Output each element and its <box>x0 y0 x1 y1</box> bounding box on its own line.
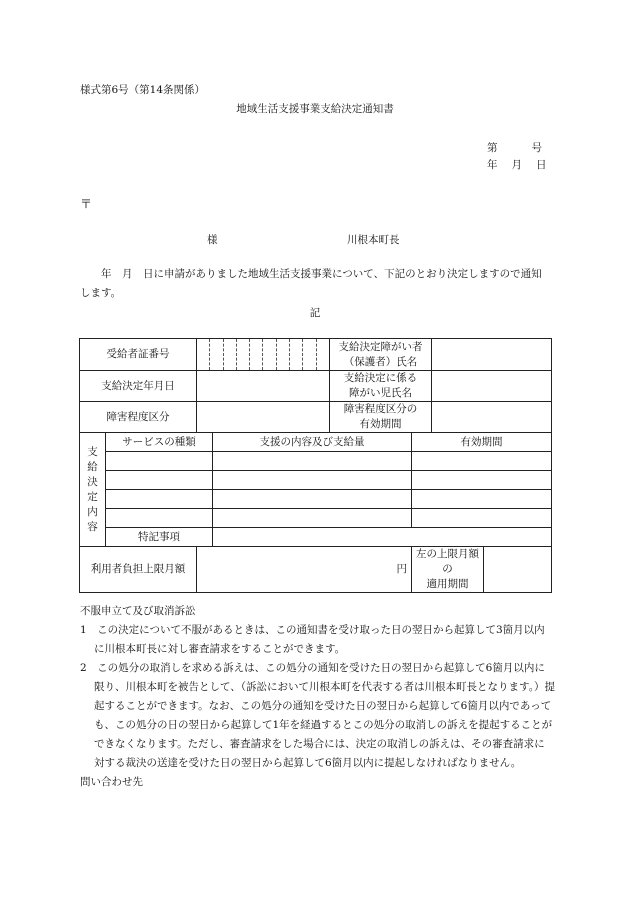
postal-mark: 〒 <box>80 197 93 211</box>
recipient-number-label: 受給者証番号 <box>80 339 197 371</box>
document-title: 地域生活支援事業支給決定通知書 <box>236 103 394 115</box>
body-paragraph: 年 月 日に申請がありました地域生活支援事業について、下記のとおり決定しますので通知します。 <box>80 268 542 299</box>
copay-limit-label: 利用者負担上限月額 <box>80 547 197 593</box>
valid-period-header: 有効期間 <box>412 433 552 452</box>
form-number: 様式第6号（第14条関係） <box>80 84 206 96</box>
limit-period-label: 左の上限月額の 適用期間 <box>412 547 484 593</box>
number-suffix: 号 <box>531 142 542 154</box>
service-cell <box>106 452 213 471</box>
disability-level-label: 障害程度区分 <box>80 402 197 433</box>
decision-table <box>79 338 552 593</box>
period-cell <box>412 471 552 490</box>
note-item-2: 2 この処分の取消しを求める訴えは、この処分の通知を受けた日の翌日から起算して6箇月以内に限り、川根本町を被告として、（訴訟において川根本町を代表する者は川根本町長となります。）提起することができます。なお、この処分の通知を受けた日の翌日から起算して6箇月以内であっても、この処分の日の翌日から起算して1年を経過するとこの処分の取消しの訴えを提起することができなくなります。ただし、審査請求をした場合には、決定の取消しの訴えは、その審査請求に対する裁決の送達を受けた日の翌日から起算して6箇月以内に提起しなければなりません。 <box>80 662 555 769</box>
date-year: 年 <box>487 159 498 171</box>
period-cell <box>412 452 552 471</box>
decision-person-label: 支給決定障がい者 （保護者）氏名 <box>330 339 432 371</box>
issuer-name: 川根本町長 <box>347 234 400 246</box>
vertical-label-support-decision: 支 給 決 定 内 容 <box>80 433 106 547</box>
support-content-header: 支援の内容及び支給量 <box>213 433 412 452</box>
disability-validity-value <box>432 402 552 433</box>
notes-heading: 不服申立て及び取消訴訟 <box>80 605 196 617</box>
copay-limit-value <box>197 547 412 593</box>
service-cell <box>106 490 213 509</box>
number-prefix: 第 <box>487 142 498 154</box>
date-month: 月 <box>511 159 522 171</box>
recipient-number-boxes <box>197 339 330 371</box>
decision-date-value <box>197 371 330 402</box>
content-cell <box>213 509 412 528</box>
remarks-value <box>213 528 552 547</box>
document-number-block <box>487 140 547 174</box>
decision-person-value <box>432 339 552 371</box>
content-cell <box>213 490 412 509</box>
limit-period-value <box>484 547 552 593</box>
yen-label: 円 <box>396 563 407 575</box>
disability-level-value <box>197 402 330 433</box>
child-name-value <box>432 371 552 402</box>
service-type-header: サービスの種類 <box>106 433 213 452</box>
ki-heading: 記 <box>309 307 321 319</box>
date-day: 日 <box>536 159 547 171</box>
child-name-label: 支給決定に係る 障がい児氏名 <box>330 371 432 402</box>
remarks-label: 特記事項 <box>106 528 213 547</box>
appeal-notes <box>80 602 555 792</box>
content-cell <box>213 471 412 490</box>
service-cell <box>106 471 213 490</box>
period-cell <box>412 490 552 509</box>
addressee-suffix: 様 <box>207 234 218 246</box>
decision-date-label: 支給決定年月日 <box>80 371 197 402</box>
note-item-1: 1 この決定について不服があるときは、この通知書を受け取った日の翌日から起算して3箇月以内に川根本町長に対し審査請求をすることができます。 <box>80 624 545 655</box>
disability-validity-label: 障害程度区分の 有効期間 <box>330 402 432 433</box>
period-cell <box>412 509 552 528</box>
content-cell <box>213 452 412 471</box>
inquiry-label: 問い合わせ先 <box>80 776 143 788</box>
service-cell <box>106 509 213 528</box>
